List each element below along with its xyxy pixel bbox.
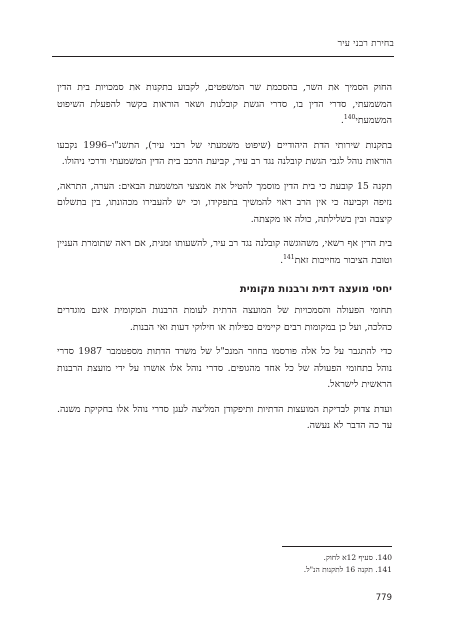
footnote-text: סעיף 12א לחוק.: [323, 553, 373, 562]
paragraph: [57, 138, 392, 171]
paragraph: [57, 303, 392, 336]
paragraph-text: בתקנות שירותי הדת היהודיים (שיפוט משמעתי של רבני עיר), התשנ"ו–1996 נקבעו הוראות נוהל לגבי הגשת קובלנה נגד רב עיר, קביעת הרכב בית הדין המשמעתי ודרכי ניהולו.: [57, 139, 392, 167]
paragraph-text: החוק הסמיך את השר, בהסכמת שר המשפטים, לקבוע בתקנות את סמכויות בית הדין המשמעתי, סדרי הדין בו, סדרי הגשת קובלנות ושאר הוראות בקשר להפעלת השיפוט המשמעתי: [57, 82, 392, 126]
footnote-ref: 141: [283, 253, 295, 261]
paragraph-end: .: [280, 254, 284, 266]
paragraph-text: כדי להתגבר על כל אלה פורסמו בחוזר המנכ"ל של משרד הדתות מספטמבר 1987 סדרי נוהל בתחומי הפעולה של כל אחד מהגופים. סדרי נוהל אלו אושרו על ידי מועצת הרבנות הראשית לישראל.: [57, 346, 392, 390]
body-text: [57, 80, 392, 443]
section-heading: יחסי מועצה דתית ורבנות מקומית: [239, 284, 392, 295]
footnote-number: 140: [377, 553, 392, 562]
footnote-number: 141: [377, 565, 392, 574]
paragraph-text: תחומי הפעולה והסמכויות של המועצה הדתית לעומת הרבנות המקומית אינם מוגדרים כהלכה, ועל כן במקומות רבים קיימים כפילות או חילוקי דעות ואי הבנות.: [57, 305, 392, 333]
footnote: 140. סעיף 12א לחוק.: [323, 553, 392, 562]
paragraph: [57, 344, 392, 394]
header-rule: [52, 56, 394, 57]
paragraph-end: .: [340, 115, 344, 126]
paragraph: [57, 179, 392, 229]
running-header: בחירת רבני עיר: [337, 39, 394, 49]
paragraph: [57, 80, 392, 130]
paragraph: [57, 236, 392, 269]
footnote-rule: [282, 546, 392, 547]
footnote-text: תקנה 16 לתקנות הנ"ל.: [303, 565, 373, 574]
paragraph: [57, 402, 392, 435]
page-number: 779: [375, 593, 392, 603]
paragraph-text: תקנה 15 קובעת כי בית הדין מוסמך להטיל את אמצעי המשמעת הבאים: הערה, התראה, נזיפה וקביעה כי אין הרב ראוי להמשיך בתפקידו, וכי יש להעבירו מכהונתו, בין בתשלום קיצבה ובין בשלילתה, כולה או מקצתה.: [57, 180, 392, 225]
paragraph-text: ועדת צדוק לבדיקת המועצות הדתיות ותיפקודן המליצה לעגן סדרי נוהל אלו בחקיקת משנה. עד כה הדבר לא נעשה.: [57, 403, 392, 431]
footnotes: [57, 552, 392, 576]
paragraph-text: בית הדין אף רשאי, משהוגשה קובלנה נגד רב עיר, להשעותו זמנית, אם ראה שתומרת העניין וטובת הציבור מחייבות זאת: [57, 238, 392, 266]
footnote-ref: 140: [343, 113, 356, 121]
footnote: 141. תקנה 16 לתקנות הנ"ל.: [303, 565, 392, 574]
